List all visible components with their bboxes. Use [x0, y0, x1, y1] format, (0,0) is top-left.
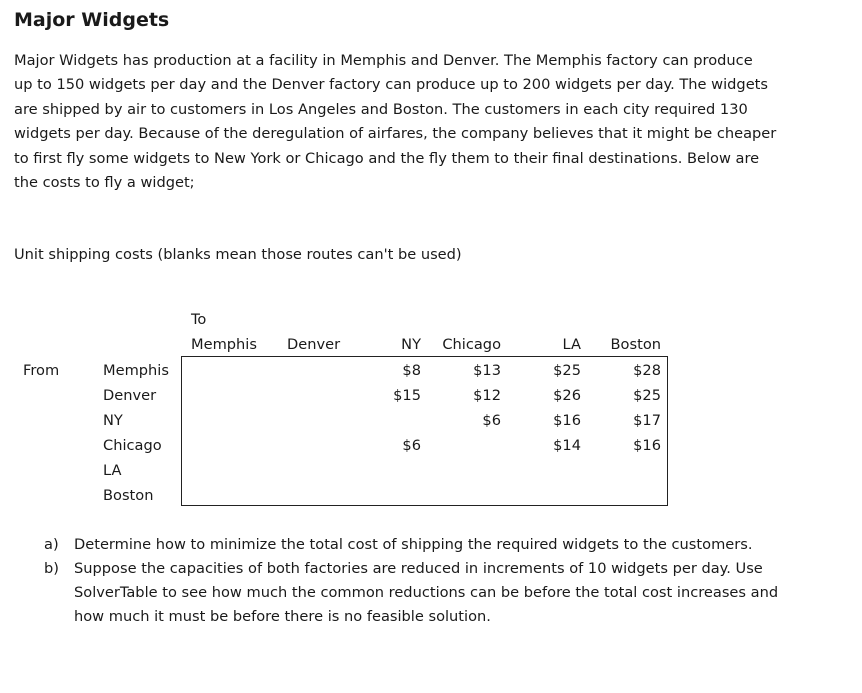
question-label: a) [44, 536, 59, 553]
question-text: how much it must be before there is no feasible solution. [74, 608, 491, 625]
to-label: To [191, 311, 207, 328]
question-label: b) [44, 560, 59, 577]
row-header-la: LA [103, 462, 122, 479]
paragraph-line: widgets per day. Because of the deregulation of airfares, the company believes that it might be cheaper [14, 125, 777, 143]
question-text: Suppose the capacities of both factories are reduced in increments of 10 widgets per day. Use [74, 560, 763, 577]
column-header-boston: Boston [610, 336, 661, 353]
paragraph-line: are shipped by air to customers in Los Angeles and Boston. The customers in each city required 130 [14, 100, 748, 118]
problem-description [14, 49, 854, 195]
cost-cell: $14 [553, 437, 581, 454]
cost-cell: $13 [473, 362, 501, 379]
question-list [44, 533, 844, 629]
paragraph-line: to first fly some widgets to New York or Chicago and the fly them to their final destinations. Below are [14, 149, 760, 167]
paragraph-line: Major Widgets has production at a facility in Memphis and Denver. The Memphis factory can produce [14, 52, 753, 69]
row-header-chicago: Chicago [103, 437, 162, 454]
cost-cell: $6 [482, 412, 501, 429]
column-header-la: LA [562, 336, 581, 353]
cost-cell: $25 [553, 362, 581, 379]
row-header-boston: Boston [103, 487, 154, 504]
column-header-memphis: Memphis [191, 336, 257, 353]
cost-cell: $8 [402, 362, 421, 379]
page-title: Major Widgets [14, 9, 170, 31]
cost-cell: $26 [553, 387, 581, 404]
row-header-denver: Denver [103, 387, 157, 404]
question-text: SolverTable to see how much the common reductions can be before the total cost increases and [74, 584, 779, 601]
paragraph-line: up to 150 widgets per day and the Denver factory can produce up to 200 widgets per day. The widgets [14, 76, 768, 94]
cost-cell: $12 [473, 387, 501, 404]
column-header-ny: NY [401, 336, 421, 353]
paragraph-line: the costs to fly a widget; [14, 174, 195, 192]
row-header-memphis: Memphis [103, 362, 169, 379]
cost-cell: $16 [633, 437, 661, 454]
from-label: From [23, 362, 60, 379]
cost-cell: $17 [633, 412, 661, 429]
cost-cell: $28 [633, 362, 661, 379]
question-b [44, 557, 844, 629]
question-text: Determine how to minimize the total cost of shipping the required widgets to the customers. [74, 536, 753, 553]
table-caption: Unit shipping costs (blanks mean those routes can't be used) [14, 246, 462, 263]
cost-cell: $25 [633, 387, 661, 404]
cost-cell: $6 [402, 437, 421, 454]
cost-cell: $15 [393, 387, 421, 404]
question-a [44, 533, 844, 557]
cost-cell: $16 [553, 412, 581, 429]
row-header-ny: NY [103, 412, 123, 429]
column-header-denver: Denver [287, 336, 341, 353]
column-header-chicago: Chicago [442, 336, 501, 353]
